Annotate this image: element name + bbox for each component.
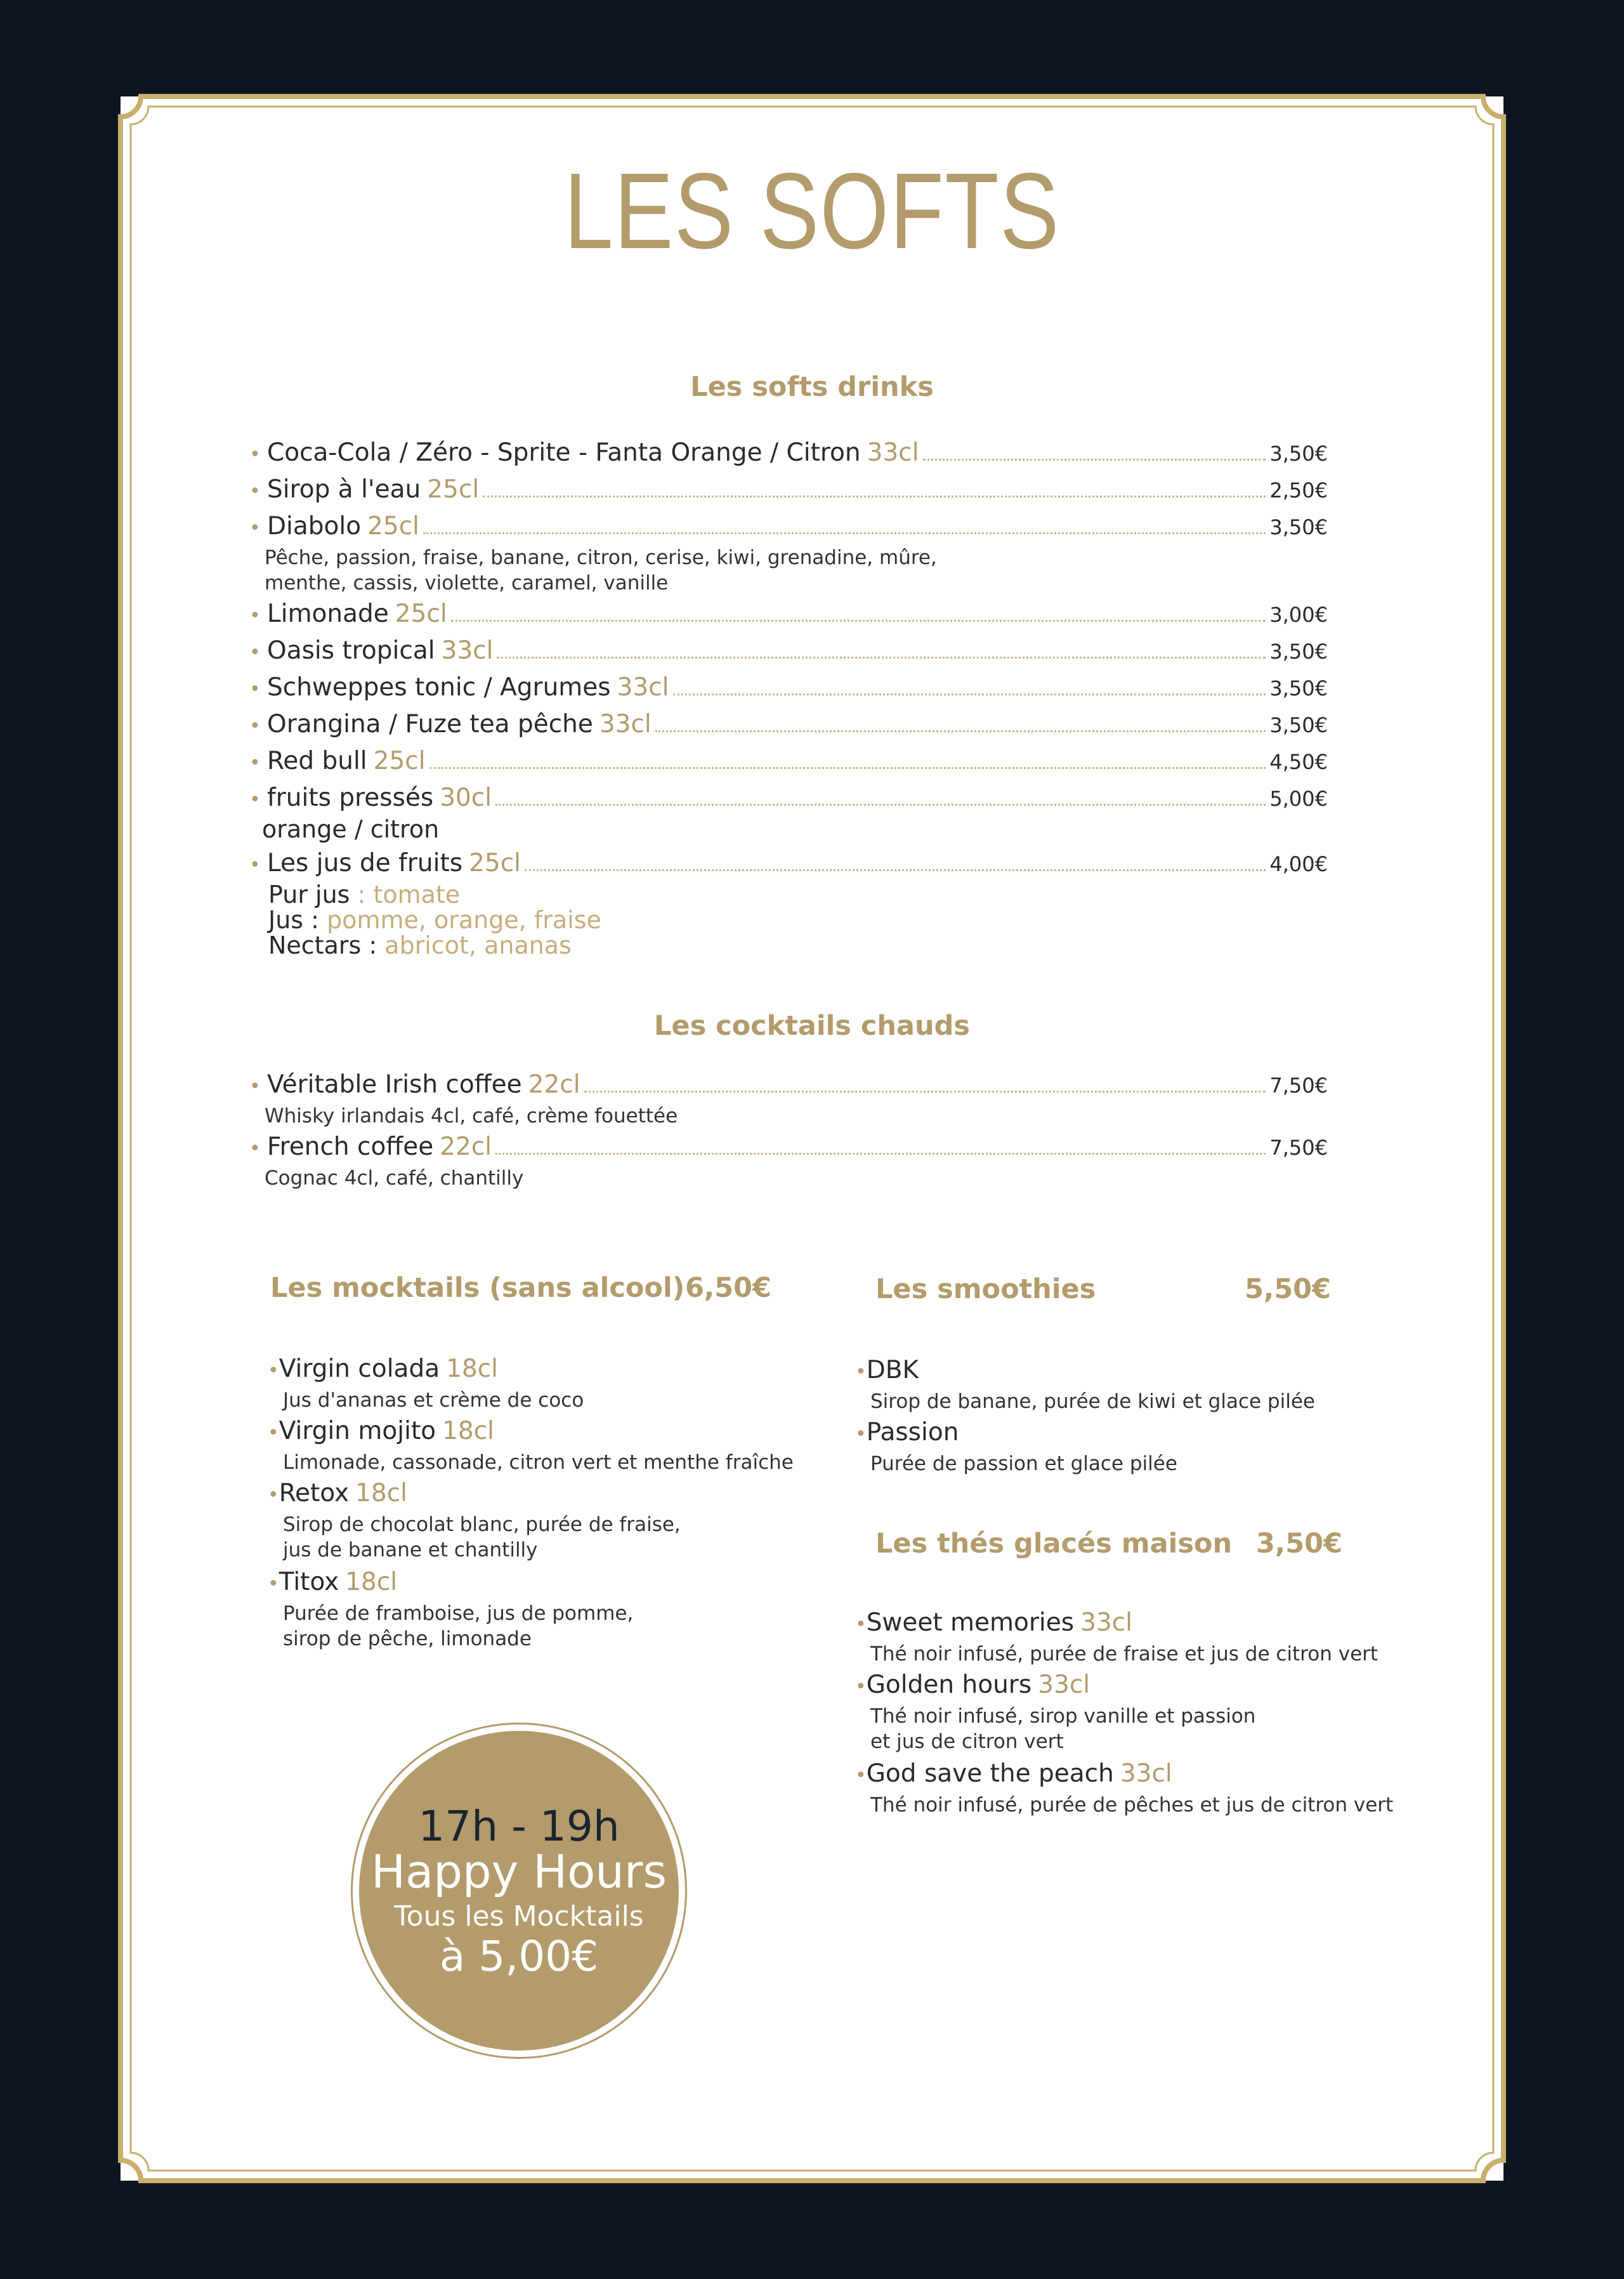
sub-label: Nectars : — [268, 931, 377, 959]
item-price: 3,50€ — [1269, 515, 1328, 539]
item-name: fruits pressés — [267, 784, 434, 812]
item-name: Diabolo — [267, 512, 362, 541]
item-name: Oasis tropical — [267, 636, 435, 665]
section-heading-softs: Les softs drinks — [690, 371, 934, 403]
item-description: jus de banane et chantilly — [283, 1539, 538, 1561]
sub-value: : tomate — [357, 881, 461, 909]
item-description: Purée de framboise, jus de pomme, — [283, 1602, 634, 1625]
happy-hours-sub: Tous les Mocktails — [394, 1900, 644, 1933]
menu-item — [249, 437, 1328, 471]
item-volume: 33cl — [1038, 1671, 1090, 1699]
menu-item — [268, 1477, 681, 1563]
menu-item — [855, 1416, 1177, 1476]
item-volume: 25cl — [427, 475, 480, 504]
item-volume: 33cl — [1120, 1759, 1172, 1788]
item-name: Passion — [866, 1418, 959, 1447]
item-name: Schweppes tonic / Agrumes — [267, 673, 611, 702]
item-volume: 33cl — [599, 710, 652, 739]
menu-item — [249, 847, 1328, 958]
item-volume: 33cl — [867, 438, 919, 467]
item-volume: 18cl — [355, 1479, 407, 1507]
menu-item — [249, 745, 1328, 780]
item-name: Virgin mojito — [278, 1417, 436, 1445]
item-name: Virgin colada — [278, 1355, 440, 1383]
item-name: Les jus de fruits — [267, 849, 463, 877]
bullet-icon: • — [249, 641, 261, 664]
item-name: Sirop à l'eau — [267, 475, 421, 504]
dot-leader — [497, 656, 1266, 659]
bullet-icon: • — [249, 605, 261, 627]
bullet-icon: • — [268, 1573, 279, 1595]
item-name: Golden hours — [866, 1671, 1032, 1699]
item-description: Sirop de banane, purée de kiwi et glace pilée — [870, 1390, 1315, 1413]
item-volume: 25cl — [367, 512, 419, 541]
item-name: Red bull — [267, 747, 367, 775]
bullet-icon: • — [268, 1422, 279, 1444]
menu-item — [249, 1068, 1328, 1129]
dot-leader — [584, 1090, 1266, 1093]
item-description: Sirop de chocolat blanc, purée de fraise, — [283, 1513, 681, 1536]
item-description: Purée de passion et glace pilée — [870, 1452, 1177, 1475]
item-description: menthe, cassis, violette, caramel, vanille — [265, 572, 669, 594]
item-name: Orangina / Fuze tea pêche — [267, 710, 593, 739]
item-volume: 22cl — [528, 1070, 580, 1099]
bullet-icon: • — [249, 1138, 261, 1160]
item-name: Véritable Irish coffee — [267, 1070, 522, 1099]
bullet-icon: • — [249, 789, 261, 811]
dot-leader — [495, 803, 1266, 806]
item-description: Whisky irlandais 4cl, café, crème fouettée — [265, 1105, 678, 1127]
bullet-icon: • — [249, 1075, 261, 1098]
dot-leader — [495, 1152, 1266, 1155]
menu-item — [249, 1131, 1328, 1191]
dot-leader — [525, 869, 1266, 871]
bullet-icon: • — [249, 715, 261, 737]
item-sub-line — [268, 933, 1328, 958]
item-sub-line — [268, 907, 1328, 933]
item-price: 3,50€ — [1269, 713, 1328, 737]
item-price: 3,50€ — [1269, 442, 1328, 466]
menu-item — [249, 782, 1328, 842]
menu-item — [855, 1669, 1255, 1754]
item-volume: 18cl — [446, 1355, 499, 1383]
section-heading-smoothies: Les smoothies — [875, 1273, 1096, 1305]
menu-item — [249, 671, 1328, 706]
bullet-icon: • — [855, 1361, 867, 1383]
item-price: 2,50€ — [1269, 478, 1328, 502]
menu-item — [249, 634, 1328, 669]
item-name: Coca-Cola / Zéro - Sprite - Fanta Orange / Citron — [267, 438, 861, 467]
item-description: Limonade, cassonade, citron vert et menthe fraîche — [283, 1451, 794, 1474]
item-volume: 30cl — [440, 784, 492, 812]
section-price-thes: 3,50€ — [1256, 1528, 1343, 1560]
item-description: Thé noir infusé, purée de fraise et jus de citron vert — [870, 1643, 1378, 1665]
item-price: 3,00€ — [1269, 603, 1328, 627]
section-price-mocktails: 6,50€ — [685, 1272, 772, 1304]
item-description: Thé noir infusé, purée de pêches et jus de citron vert — [870, 1794, 1394, 1816]
item-volume: 25cl — [395, 600, 447, 628]
menu-item — [249, 510, 1328, 596]
dot-leader — [423, 532, 1266, 534]
item-description: Jus d'ananas et crème de coco — [283, 1389, 584, 1412]
bullet-icon: • — [249, 517, 261, 539]
menu-item — [249, 473, 1328, 508]
item-volume: 18cl — [345, 1568, 398, 1596]
section-heading-chauds: Les cocktails chauds — [654, 1010, 970, 1042]
item-description: Thé noir infusé, sirop vanille et passion — [870, 1705, 1256, 1728]
happy-hours-label: Happy Hours — [370, 1845, 667, 1898]
item-name: DBK — [866, 1356, 919, 1384]
menu-item — [855, 1757, 1393, 1818]
sub-label: Jus : — [268, 906, 319, 934]
item-name: God save the peach — [866, 1759, 1114, 1788]
menu-item — [855, 1354, 1315, 1414]
section-price-smoothies: 5,50€ — [1245, 1273, 1332, 1305]
sub-value: abricot, ananas — [384, 931, 572, 959]
menu-item — [249, 708, 1328, 743]
item-name: Retox — [278, 1479, 350, 1507]
item-description: Pêche, passion, fraise, banane, citron, cerise, kiwi, grenadine, mûre, — [265, 546, 937, 569]
menu-item — [855, 1606, 1378, 1667]
item-price: 7,50€ — [1269, 1136, 1328, 1160]
dot-leader — [655, 730, 1266, 732]
item-price: 4,50€ — [1269, 750, 1328, 774]
menu-item — [268, 1415, 794, 1475]
dot-leader — [483, 495, 1266, 497]
item-price: 3,50€ — [1269, 640, 1328, 664]
bullet-icon: • — [249, 480, 261, 502]
bullet-icon: • — [855, 1613, 867, 1636]
item-name: Sweet memories — [866, 1608, 1075, 1637]
happy-hours-price: à 5,00€ — [439, 1932, 599, 1981]
item-volume: 18cl — [442, 1417, 494, 1445]
item-description: et jus de citron vert — [870, 1730, 1064, 1753]
item-volume: 25cl — [469, 849, 521, 877]
bullet-icon: • — [855, 1764, 867, 1787]
dot-leader — [673, 693, 1266, 695]
sub-label: Pur jus — [268, 881, 350, 909]
item-name: French coffee — [267, 1133, 434, 1161]
item-price: 7,50€ — [1269, 1074, 1328, 1098]
section-heading-mocktails: Les mocktails (sans alcool) — [270, 1272, 685, 1304]
bullet-icon: • — [268, 1360, 279, 1382]
dot-leader — [923, 458, 1266, 461]
menu-item — [268, 1566, 633, 1652]
section-heading-thes: Les thés glacés maison — [875, 1528, 1233, 1560]
item-price: 3,50€ — [1269, 676, 1328, 700]
sub-value: pomme, orange, fraise — [327, 906, 601, 934]
dot-leader — [429, 766, 1266, 769]
bullet-icon: • — [249, 443, 261, 466]
item-sub-line: orange / citron — [262, 815, 440, 843]
item-description: sirop de pêche, limonade — [283, 1627, 532, 1650]
item-price: 4,00€ — [1269, 852, 1328, 876]
item-volume: 25cl — [373, 747, 426, 775]
item-name: Titox — [278, 1568, 339, 1596]
menu-item — [268, 1353, 584, 1413]
item-volume: 33cl — [441, 636, 494, 665]
happy-hours-time: 17h - 19h — [418, 1802, 620, 1851]
item-price: 5,00€ — [1269, 787, 1328, 811]
item-description: Cognac 4cl, café, chantilly — [265, 1167, 524, 1190]
menu-item — [249, 598, 1328, 633]
item-volume: 22cl — [440, 1133, 492, 1161]
page-title: LES SOFTS — [564, 151, 1060, 272]
item-volume: 33cl — [1080, 1608, 1132, 1637]
bullet-icon: • — [249, 678, 261, 700]
bullet-icon: • — [855, 1676, 867, 1698]
dot-leader — [451, 619, 1266, 622]
item-sub-line — [268, 882, 1328, 907]
bullet-icon: • — [268, 1484, 279, 1506]
bullet-icon: • — [249, 854, 261, 876]
bullet-icon: • — [249, 752, 261, 774]
item-volume: 33cl — [617, 673, 669, 702]
bullet-icon: • — [855, 1423, 867, 1445]
item-name: Limonade — [267, 600, 389, 628]
